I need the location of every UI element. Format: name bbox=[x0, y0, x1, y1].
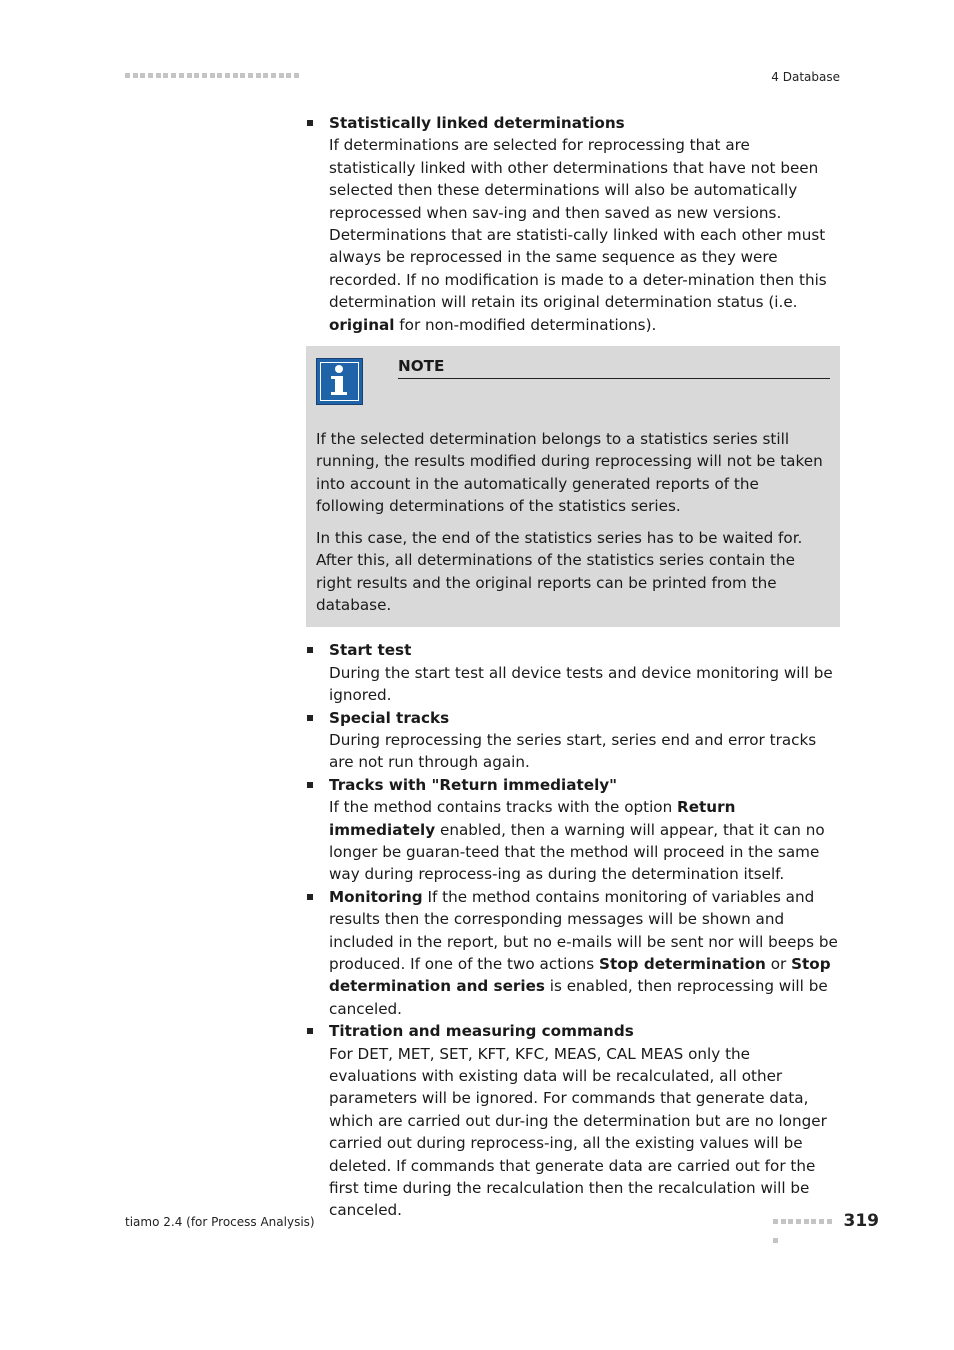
item-text: During the start test all device tests and device monitoring will be ignored. bbox=[329, 663, 833, 705]
item-title: Monitoring bbox=[329, 887, 423, 906]
bullet-icon bbox=[307, 894, 313, 900]
list-item-monitoring bbox=[306, 886, 840, 1020]
bullet-icon bbox=[307, 120, 313, 126]
note-title-rule bbox=[398, 357, 830, 379]
list-item-return-immediately bbox=[306, 774, 840, 886]
bullet-icon bbox=[307, 647, 313, 653]
footer-decoration bbox=[773, 1219, 841, 1225]
list-item-titration bbox=[306, 1020, 840, 1222]
page-number: 319 bbox=[843, 1211, 879, 1231]
item-text: Monitoring If the method contains monitoring of variables and results then the corresponding messages will be shown and included in the report, but no e-mails will be sent nor will beeps be produced. If one of the two actions Stop determination or Stop determination and series is enabled, then reprocessing will be canceled. bbox=[329, 887, 838, 1018]
note-title: NOTE bbox=[398, 357, 445, 376]
note-header bbox=[316, 357, 830, 417]
item-title: Start test bbox=[329, 641, 412, 660]
item-title: Tracks with "Return immediately" bbox=[329, 775, 618, 794]
bullet-icon bbox=[307, 782, 313, 788]
item-text: For DET, MET, SET, KFT, KFC, MEAS, CAL MEAS only the evaluations with existing data will be recalculated, all other parameters will be ignored. For commands that generate data, which are carried out dur-ing the determination but are no longer carried out during reprocess-ing, all the existing values will be deleted. If commands that generate data are carried out for the first time during the recalculation then the recalculation will be canceled. bbox=[329, 1044, 827, 1220]
chapter-title: 4 Database bbox=[771, 70, 840, 84]
item-title: Special tracks bbox=[329, 708, 450, 727]
footer-product: tiamo 2.4 (for Process Analysis) bbox=[125, 1215, 315, 1229]
bullet-icon bbox=[307, 715, 313, 721]
item-text: If the method contains tracks with the option Return immediately enabled, then a warning will appear, that it can no longer be guaran-teed that the method will proceed in the same way during reprocess-ing as during the determination itself. bbox=[329, 798, 825, 884]
note-paragraph: In this case, the end of the statistics series has to be waited for. After this, all determinations of the statistics series contain the right results and the original reports can be printed from the database. bbox=[316, 528, 803, 614]
main-content bbox=[306, 112, 840, 1222]
list-item-special-tracks bbox=[306, 707, 840, 774]
list-item-start-test bbox=[306, 639, 840, 706]
item-title: Titration and measuring commands bbox=[329, 1022, 634, 1041]
item-text: If determinations are selected for reprocessing that are statistically linked with other determinations that have not been selected then these determinations will also be automatically reprocessed when sav-ing and then saved as new versions. Determinations that are statisti-cally linked with each other must always be reprocessed in the same sequence as they were recorded. If no modification is made to a deter-mination then this determination will retain its original determination status (i.e. original for non-modified determinations). bbox=[329, 136, 827, 334]
item-title: Statistically linked determinations bbox=[329, 114, 625, 132]
note-box bbox=[306, 346, 840, 627]
item-text: During reprocessing the series start, series end and error tracks are not run through again. bbox=[329, 730, 817, 772]
bullet-icon bbox=[307, 1028, 313, 1034]
header-decoration bbox=[125, 73, 307, 79]
info-icon bbox=[316, 358, 363, 405]
list-item-statistically-linked bbox=[306, 112, 840, 336]
note-paragraph: If the selected determination belongs to a statistics series still running, the results modified during reprocessing will not be taken into account in the automatically generated reports of the following determinations of the statistics series. bbox=[316, 430, 823, 516]
